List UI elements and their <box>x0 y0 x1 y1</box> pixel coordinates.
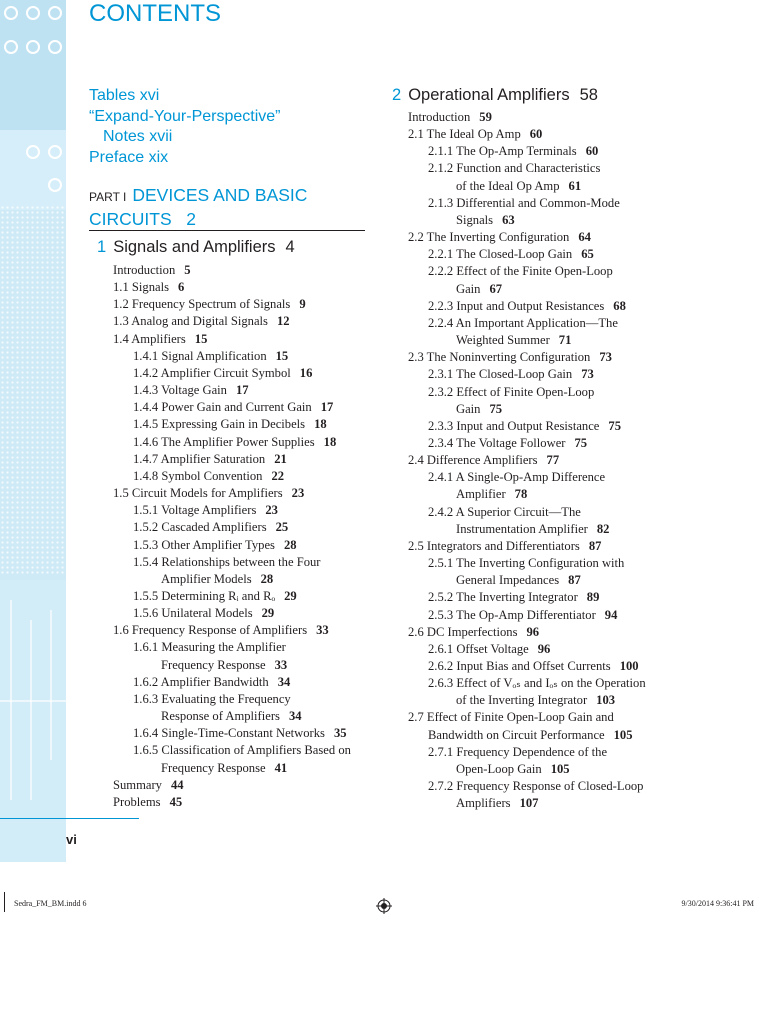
toc-entry <box>113 622 360 639</box>
toc-entry-text: 1.6.2 Amplifier Bandwidth <box>133 674 269 689</box>
page-folio: vi <box>66 832 77 847</box>
toc-entry-text: 1.5.5 Determining Rᵢ and Rₒ <box>133 588 276 603</box>
toc-entry <box>113 777 360 794</box>
part-heading: PART I DEVICES AND BASIC CIRCUITS 2 <box>89 185 308 229</box>
toc-entry-text: Gain <box>456 401 481 416</box>
toc-entry-text: 1.4.7 Amplifier Saturation <box>133 451 266 466</box>
toc-entry <box>113 313 360 330</box>
toc-entry-text: 2.3.1 The Closed-Loop Gain <box>428 367 573 382</box>
toc-entry-page: 44 <box>170 777 184 792</box>
toc-entry-page: 77 <box>546 453 560 468</box>
toc-entry-text: Instrumentation Amplifier <box>456 521 588 536</box>
toc-entry-text: 2.3.2 Effect of Finite Open-Loop <box>428 384 595 399</box>
toc-entry <box>408 246 655 263</box>
toc-entry <box>113 571 360 588</box>
toc-entry-text: General Impedances <box>456 573 560 588</box>
toc-entry-text: 2.4.1 A Single-Op-Amp Difference <box>428 470 606 485</box>
toc-entry-text: 2.3.4 The Voltage Follower <box>428 435 566 450</box>
toc-entry <box>113 588 360 605</box>
toc-entry <box>408 607 655 624</box>
toc-entry-page: 18 <box>323 434 337 449</box>
toc-entry-text: 2.6.2 Input Bias and Offset Currents <box>428 659 611 673</box>
toc-entry-text: 1.5.4 Relationships between the Four <box>133 554 321 569</box>
toc-entry-page: 63 <box>502 212 515 227</box>
toc-entry-page: 64 <box>578 230 591 245</box>
slug-filename: Sedra_FM_BM.indd 6 <box>14 899 87 908</box>
toc-entry-page: 59 <box>479 110 492 124</box>
toc-entry <box>408 624 655 641</box>
toc-entry-page: 68 <box>613 298 626 313</box>
toc-entry-text: Summary <box>113 777 162 792</box>
toc-entry <box>113 348 360 365</box>
toc-entry-page: 73 <box>581 367 594 382</box>
toc-entry-page: 29 <box>261 606 275 621</box>
toc-entry-text: Signals <box>456 212 494 227</box>
toc-entry-text: 2.1.1 The Op-Amp Terminals <box>428 144 577 159</box>
toc-entry <box>408 349 655 366</box>
toc-entry-page: 82 <box>596 521 610 536</box>
toc-entry <box>408 521 655 538</box>
toc-entry-page: 87 <box>568 573 581 588</box>
toc-entry <box>408 281 655 298</box>
toc-entry-text: 1.5 Circuit Models for Amplifiers <box>113 486 283 501</box>
toc-entry <box>408 469 655 486</box>
toc-entry-page: 41 <box>274 760 288 775</box>
toc-entry-page: 71 <box>558 333 572 348</box>
toc-entry-text: 1.1 Signals <box>113 280 169 295</box>
toc-entry-text: 2.2.3 Input and Output Resistances <box>428 298 605 313</box>
toc-entry <box>408 658 655 675</box>
toc-entry-page: 9 <box>299 297 306 312</box>
toc-entry <box>113 725 360 742</box>
toc-entry-text: 2.5.3 The Op-Amp Differentiator <box>428 607 596 622</box>
toc-entry-text: Bandwidth on Circuit Performance <box>428 727 605 742</box>
toc-entry-page: 105 <box>613 727 633 742</box>
toc-entry-page: 34 <box>277 674 291 689</box>
toc-entry <box>113 451 360 468</box>
toc-entry-page: 21 <box>274 451 287 466</box>
toc-entry <box>408 315 655 332</box>
toc-entry <box>408 332 655 349</box>
toc-entry <box>408 709 655 726</box>
toc-entry-text: 1.5.1 Voltage Amplifiers <box>133 503 257 518</box>
toc-entry-page: 29 <box>284 588 297 603</box>
toc-entry-text: 2.2.2 Effect of the Finite Open-Loop <box>428 264 613 279</box>
toc-entry-page: 87 <box>588 538 602 553</box>
toc-entry-text: 1.6.5 Classification of Amplifiers Based on <box>133 743 351 758</box>
front-matter-expand-your-perspective: “Expand-Your-Perspective” <box>89 107 281 125</box>
toc-entry-page: 100 <box>619 659 639 673</box>
toc-entry-text: 2.1.2 Function and Characteristics <box>428 161 601 176</box>
toc-entry <box>408 744 655 761</box>
toc-entry <box>408 126 655 143</box>
toc-entry <box>408 384 655 401</box>
toc-entry-text: 2.1 The Ideal Op Amp <box>408 127 521 142</box>
toc-entry-text: 2.3.3 Input and Output Resistance <box>428 418 600 433</box>
toc-entry <box>408 692 655 709</box>
toc-entry-text: Problems <box>113 794 161 809</box>
toc-entry-page: 75 <box>489 401 503 416</box>
slug-datetime: 9/30/2014 9:36:41 PM <box>681 899 754 908</box>
toc-entry-text: 2.5.2 The Inverting Integrator <box>428 590 578 605</box>
toc-entry-text: 1.4.4 Power Gain and Current Gain <box>133 400 312 415</box>
page-title: CONTENTS <box>89 0 221 27</box>
toc-entry <box>113 502 360 519</box>
toc-entry-text: 2.6.3 Effect of Vₒₛ and Iₒₛ on the Operation <box>428 676 646 691</box>
toc-entry-text: 2.4.2 A Superior Circuit—The <box>428 504 581 519</box>
toc-entry-page: 15 <box>275 348 289 363</box>
toc-entry-text: 2.7.1 Frequency Dependence of the <box>428 744 608 759</box>
toc-entry-text: 2.7.2 Frequency Response of Closed-Loop <box>428 779 644 794</box>
toc-entry-text: 2.4 Difference Amplifiers <box>408 453 538 468</box>
toc-entry <box>113 434 360 451</box>
toc-entry <box>408 401 655 418</box>
toc-entry-text: 1.4.1 Signal Amplification <box>133 348 267 363</box>
toc-entry-page: 65 <box>581 247 594 262</box>
toc-entry <box>113 296 360 313</box>
toc-entry-text: 1.4.5 Expressing Gain in Decibels <box>133 417 306 432</box>
toc-entry-page: 33 <box>274 657 288 672</box>
toc-entry-page: 23 <box>265 503 278 518</box>
toc-entry <box>113 639 360 656</box>
toc-entry-page: 16 <box>299 365 313 380</box>
toc-entry-text: Weighted Summer <box>456 333 550 348</box>
toc-entry-text: 1.5.6 Unilateral Models <box>133 606 253 621</box>
toc-entry-text: 1.5.3 Other Amplifier Types <box>133 537 275 552</box>
toc-entry-text: 1.4.6 The Amplifier Power Supplies <box>133 434 315 449</box>
toc-entry-text: 1.4.3 Voltage Gain <box>133 383 227 398</box>
toc-entry-page: 73 <box>599 350 612 365</box>
toc-entry-text: 1.4 Amplifiers <box>113 331 186 346</box>
toc-entry-text: 1.5.2 Cascaded Amplifiers <box>133 520 267 535</box>
toc-entry <box>113 382 360 399</box>
toc-entry <box>408 641 655 658</box>
decorative-sidebar <box>0 0 66 862</box>
toc-entry-text: Open-Loop Gain <box>456 761 542 776</box>
toc-entry-page: 35 <box>333 726 347 741</box>
toc-entry-page: 61 <box>568 178 582 193</box>
front-matter-list <box>89 86 281 168</box>
toc-entry <box>408 795 655 812</box>
toc-entry <box>113 794 360 811</box>
toc-entry-page: 75 <box>608 418 621 433</box>
toc-entry <box>408 229 655 246</box>
registration-mark-icon <box>376 898 392 914</box>
toc-entry-page: 28 <box>283 537 297 552</box>
toc-entry <box>408 452 655 469</box>
toc-entry <box>408 504 655 521</box>
toc-entry <box>113 691 360 708</box>
part-divider <box>89 230 365 231</box>
toc-entry <box>113 657 360 674</box>
toc-entry-page: 17 <box>235 383 249 398</box>
toc-entry-page: 22 <box>271 468 285 483</box>
toc-entry-text: Amplifier Models <box>161 571 252 586</box>
toc-entry-page: 67 <box>489 281 503 296</box>
toc-entry <box>408 178 655 195</box>
toc-entry-page: 60 <box>585 144 599 159</box>
toc-entry-text: Amplifiers <box>456 796 511 811</box>
toc-entry-text: of the Ideal Op Amp <box>456 178 560 193</box>
toc-entry <box>408 143 655 160</box>
toc-entry-page: 17 <box>320 400 334 415</box>
toc-entry <box>113 742 360 759</box>
toc-entry-text: 2.2.4 An Important Application—The <box>428 315 618 330</box>
toc-entry-text: of the Inverting Integrator <box>456 693 588 708</box>
toc-entry <box>113 399 360 416</box>
toc-entry-page: 89 <box>586 590 600 605</box>
toc-entry <box>408 195 655 212</box>
toc-entry <box>113 279 360 296</box>
toc-entry <box>408 366 655 383</box>
chapter-1-title: 1 Signals and Amplifiers 4 <box>97 238 295 256</box>
toc-entry-text: 2.3 The Noninverting Configuration <box>408 350 591 365</box>
toc-entry-text: 2.2.1 The Closed-Loop Gain <box>428 247 573 262</box>
toc-entry-page: 25 <box>275 520 289 535</box>
front-matter-tables: Tables xvi <box>89 87 160 104</box>
front-matter-notes: Notes xvii <box>103 128 173 145</box>
toc-entry-page: 94 <box>604 607 618 622</box>
toc-entry <box>113 485 360 502</box>
toc-entry-page: 5 <box>184 263 191 277</box>
toc-entry <box>408 778 655 795</box>
toc-entry-text: Frequency Response <box>161 760 266 775</box>
toc-entry-text: Gain <box>456 281 481 296</box>
toc-entry-text: 2.6.1 Offset Voltage <box>428 641 529 656</box>
toc-entry-page: 23 <box>291 486 305 501</box>
toc-entry <box>113 262 360 279</box>
toc-entry <box>113 674 360 691</box>
toc-entry-page: 34 <box>288 709 302 724</box>
toc-entry-text: Introduction <box>408 110 471 124</box>
toc-entry-text: 2.7 Effect of Finite Open-Loop Gain and <box>408 710 614 725</box>
toc-entry-text: 2.6 DC Imperfections <box>408 624 518 639</box>
toc-entry-text: Frequency Response <box>161 657 266 672</box>
toc-entry-page: 75 <box>574 435 588 450</box>
toc-entry-page: 33 <box>316 623 329 638</box>
toc-entry <box>408 538 655 555</box>
toc-entry-page: 6 <box>177 280 185 295</box>
toc-entry <box>113 331 360 348</box>
toc-entry-page: 18 <box>314 417 327 432</box>
toc-entry-text: 1.4.2 Amplifier Circuit Symbol <box>133 365 291 380</box>
toc-entry <box>113 554 360 571</box>
toc-entry <box>408 486 655 503</box>
toc-entry-text: 1.2 Frequency Spectrum of Signals <box>113 297 291 312</box>
toc-entry-page: 15 <box>194 331 208 346</box>
toc-entry-text: 2.2 The Inverting Configuration <box>408 230 570 245</box>
toc-entry-text: 1.6.3 Evaluating the Frequency <box>133 691 291 706</box>
toc-entry <box>408 263 655 280</box>
toc-entry <box>408 761 655 778</box>
toc-entry-page: 96 <box>526 624 540 639</box>
toc-entry-text: Response of Amplifiers <box>161 709 280 724</box>
toc-entry-text: 2.5 Integrators and Differentiators <box>408 538 580 553</box>
toc-entry <box>113 519 360 536</box>
crop-mark <box>4 892 5 912</box>
toc-entry-page: 12 <box>276 314 290 329</box>
toc-entry-page: 45 <box>169 794 183 809</box>
toc-entry-text: 1.6.4 Single-Time-Constant Networks <box>133 726 325 741</box>
toc-entry <box>113 760 360 777</box>
toc-entry-text: Introduction <box>113 263 176 277</box>
toc-entry-text: 2.5.1 The Inverting Configuration with <box>428 556 625 571</box>
toc-entry <box>408 435 655 452</box>
toc-entry <box>408 555 655 572</box>
toc-entry-text: 1.3 Analog and Digital Signals <box>113 314 268 329</box>
toc-entry <box>408 418 655 435</box>
chapter-2-title: 2 Operational Amplifiers 58 <box>392 86 598 104</box>
toc-entry-page: 78 <box>514 487 528 502</box>
toc-entry <box>408 589 655 606</box>
toc-entry <box>113 416 360 433</box>
toc-entry <box>408 160 655 177</box>
chapter-2-entries <box>408 109 655 812</box>
toc-entry-text: 2.1.3 Differential and Common-Mode <box>428 195 620 210</box>
toc-entry-page: 107 <box>519 796 539 811</box>
toc-entry-text: 1.6.1 Measuring the Amplifier <box>133 640 286 655</box>
toc-entry-text: 1.6 Frequency Response of Amplifiers <box>113 623 308 638</box>
toc-entry <box>113 537 360 554</box>
toc-entry-text: 1.4.8 Symbol Convention <box>133 468 263 483</box>
toc-entry-page: 103 <box>596 693 616 708</box>
toc-entry-page: 60 <box>529 127 543 142</box>
toc-entry <box>408 298 655 315</box>
toc-entry <box>113 365 360 382</box>
front-matter-preface: Preface xix <box>89 148 169 166</box>
toc-entry <box>113 468 360 485</box>
folio-rule <box>0 818 139 819</box>
toc-entry-page: 28 <box>260 571 274 586</box>
toc-entry <box>408 727 655 744</box>
toc-entry <box>408 675 655 692</box>
toc-entry-page: 105 <box>550 761 570 776</box>
toc-entry <box>113 605 360 622</box>
toc-entry-page: 96 <box>537 641 551 656</box>
toc-entry <box>408 212 655 229</box>
toc-entry <box>408 572 655 589</box>
toc-entry <box>408 109 655 126</box>
chapter-1-entries <box>113 262 360 811</box>
toc-entry <box>113 708 360 725</box>
toc-entry-text: Amplifier <box>456 487 506 502</box>
